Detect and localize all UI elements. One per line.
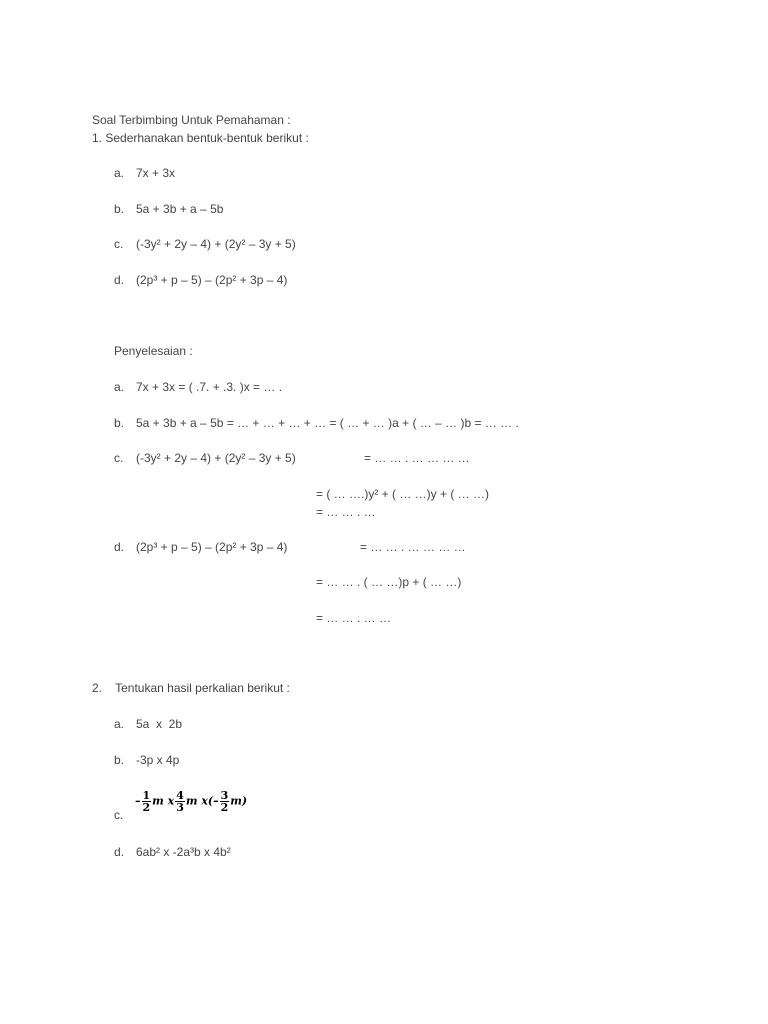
- item-label: b.: [114, 202, 125, 216]
- solution-step: = … … . …: [316, 505, 376, 519]
- item-expression: (-3y² + 2y – 4) + (2y² – 3y + 5): [136, 237, 296, 251]
- solution-heading: Penyelesaian :: [114, 344, 193, 358]
- item-expression: (2p³ + p – 5) – (2p² + 3p – 4): [136, 273, 288, 287]
- fraction-expression: [135, 790, 247, 813]
- solution-step: = … … . … … … …: [364, 451, 470, 465]
- item-expression: 5a + 3b + a – 5b: [136, 202, 224, 216]
- item-expression: -3p x 4p: [136, 753, 180, 767]
- solution-step: = ( … ….)y² + ( … …)y + ( … …): [316, 487, 490, 501]
- item-label: c.: [114, 451, 124, 465]
- fraction-2-den: 3: [176, 801, 184, 814]
- fraction-2-num: 4: [176, 789, 184, 802]
- expr-lead: –: [135, 794, 141, 808]
- item-label: a.: [114, 717, 125, 731]
- fraction-3-den: 2: [220, 801, 229, 814]
- item-label: a.: [114, 380, 125, 394]
- item-label: d.: [114, 540, 125, 554]
- fraction-1: [142, 790, 152, 813]
- solution-line: 7x + 3x = ( .7. + .3. )x = … .: [136, 380, 283, 394]
- item-expression: 5a x 2b: [136, 717, 183, 731]
- fraction-3: [220, 790, 230, 813]
- fraction-1-num: 1: [142, 789, 151, 802]
- fraction-3-num: 3: [220, 789, 229, 802]
- solution-line: (2p³ + p – 5) – (2p² + 3p – 4): [136, 540, 288, 554]
- expr-tail: m): [230, 794, 248, 808]
- solution-step: = … … . ( … …)p + ( … …): [316, 575, 462, 589]
- item-label: a.: [114, 166, 125, 180]
- item-label: d.: [114, 845, 125, 859]
- item-label: d.: [114, 273, 125, 287]
- item-expression: 7x + 3x: [136, 166, 176, 180]
- page-title: Soal Terbimbing Untuk Pemahaman :: [92, 113, 291, 127]
- solution-step: = … … . … … … …: [360, 540, 466, 554]
- expr-mid-2: m x(–: [185, 794, 219, 808]
- fraction-1-den: 2: [142, 801, 151, 814]
- solution-line: (-3y² + 2y – 4) + (2y² – 3y + 5): [136, 451, 296, 465]
- item-expression: 6ab² x -2a³b x 4b²: [136, 845, 231, 859]
- question-1-prompt: 1. Sederhanakan bentuk-bentuk berikut :: [92, 131, 309, 145]
- item-label: c.: [114, 808, 124, 822]
- fraction-2: [175, 790, 185, 813]
- solution-line: 5a + 3b + a – 5b = … + … + … + … = ( … + … )a + ( … – … )b = … … .: [136, 416, 519, 430]
- solution-step: = … … . … …: [316, 611, 392, 625]
- question-2-prompt: 2. Tentukan hasil perkalian berikut :: [92, 681, 290, 695]
- item-label: c.: [114, 237, 124, 251]
- item-label: b.: [114, 416, 125, 430]
- expr-mid-1: m x: [152, 794, 175, 808]
- item-label: b.: [114, 753, 125, 767]
